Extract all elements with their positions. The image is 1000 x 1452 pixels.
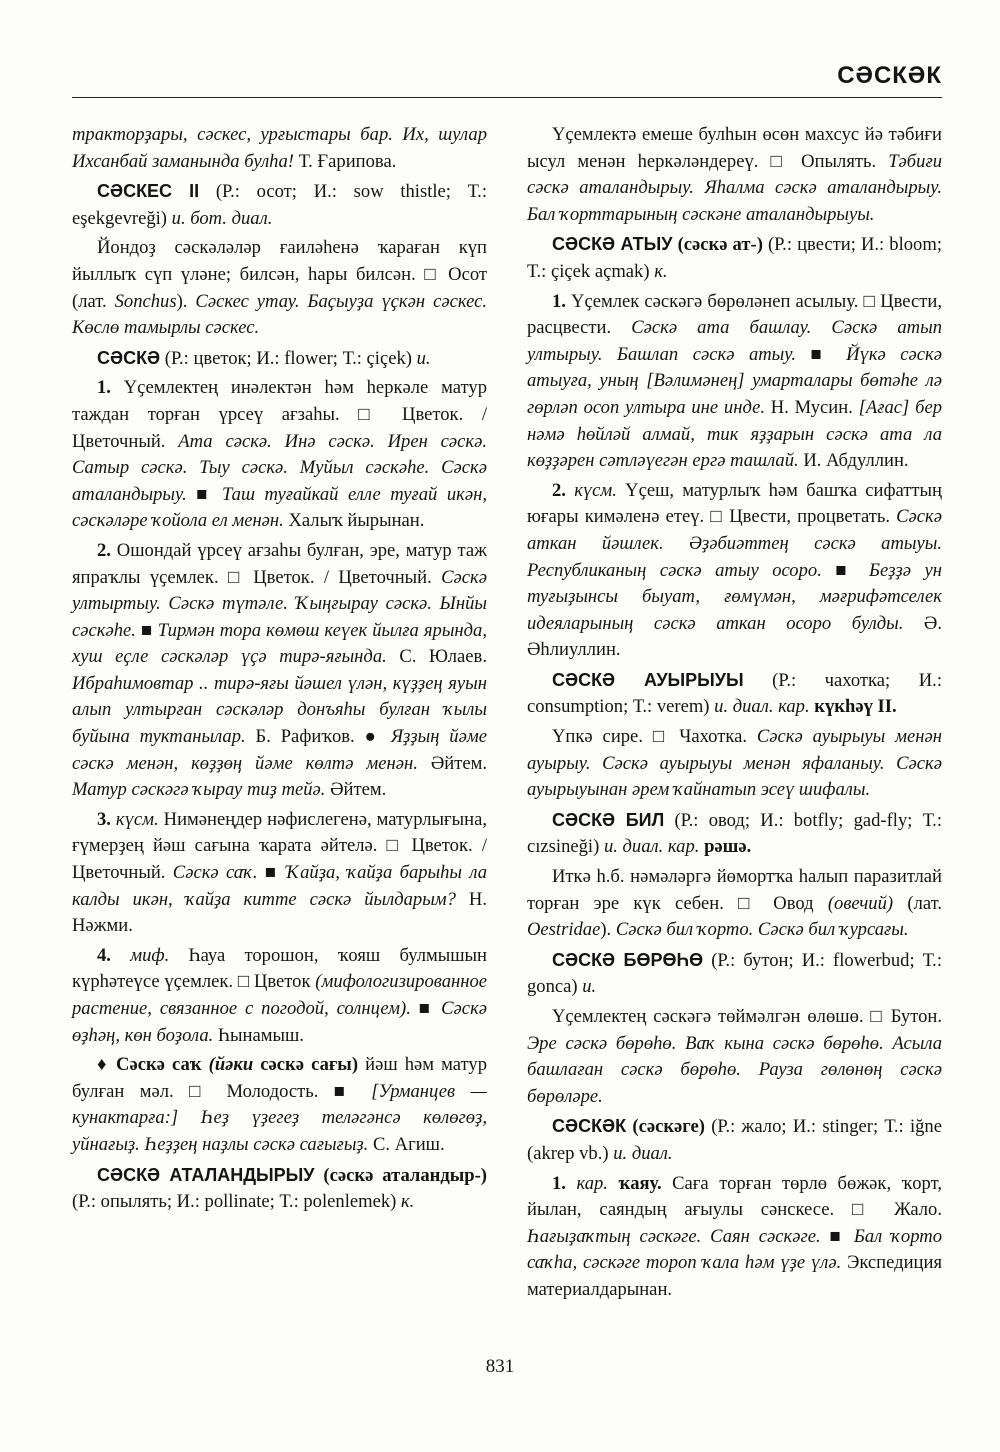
dictionary-paragraph: 4. миф. Һауа торошон, ҡояш булмышын күрһәтеүсе үҫемлек. □ Цветок (мифологизированное растение, связанное с погодой, солнцем). ■ Сәскә өҙһәң, көн боҙола. Һынамыш. (72, 944, 488, 1046)
dictionary-paragraph: СӘСКӘ АУЫРЫУЫ (Р.: чахотка; И.: consumption; Т.: verem) и. диал. кар. күкһәү II. (527, 669, 942, 718)
dictionary-paragraph: СӘСКӘ (Р.: цветок; И.: flower; Т.: çiçek) и. (97, 347, 431, 369)
dictionary-paragraph: Үпкә сире. □ Чахотка. Сәскә ауырыуы менән ауырыу. Сәскә ауырыуы менән яфаланыу. Сәскә ауырыуынан әрем ҡайнатып эсеү шифалы. (527, 726, 942, 801)
dictionary-paragraph: 1. кар. ҡаяу. Саға торған төрлө бөжәк, ҡорт, йылан, саяндың ағыулы сәнскесе. □ Жало. Һағыҙаҡтың сәскәге. Саян сәскәге. ■ Бал ҡорто саҡһа, сәскәге тороп ҡала һәм үҙе үлә. Экспедиция материалдарынан. (527, 1172, 942, 1300)
dictionary-paragraph: Иткә һ.б. нәмәләргә йөмортҡа һалып паразитлай торған эре күк себен. □ Овод (овечий) (лат. Oestridae). Сәскә бил ҡорто. Сәскә бил ҡурсағы. (527, 866, 942, 941)
dictionary-paragraph: СӘСКЕС II (Р.: осот; И.: sow thistle; Т.: eşekgevreği) и. бот. диал. (72, 181, 487, 229)
dictionary-paragraph: 3. күсм. Нимәнеңдер нәфислегенә, матурлығына, ғүмерҙең йәш сағына ҡарата әйтелә. □ Цветок. / Цветочный. Сәскә саҡ. ■ Ҡайҙа, ҡайҙа барыһы ла калды икән, ҡайҙа китте сәскә йылдарым? Н. Нәжми. (72, 808, 488, 937)
dictionary-paragraph: 1. Үҫемлектең инәлектән һәм һеркәле матур таждан торған үрсеү ағзаһы. □ Цветок. / Цветочный. Ата сәскә. Инә сәскә. Ирен сәскә. Сатыр сәскә. Тыу сәскә. Муйыл сәскәһе. Сәскә аталандырыу. ■ Таш туғайкай елле туғай икән, сәскәләре ҡойола ел менән. Халыҡ йырынан. (72, 377, 488, 532)
header-rule (72, 97, 942, 98)
dictionary-paragraph: Йондоҙ сәскәләләр ғаиләһенә ҡараған күп йыллыҡ сүп үләне; билсән, һары билсән. □ Осот (лат. Sonchus). Сәскес утау. Баҫыуҙа үҫкән сәскес. Көслө тамырлы сәскес. (72, 237, 487, 339)
dictionary-paragraph: 1. Үҫемлек сәскәгә бөрөләнеп асылыу. □ Цвести, расцвести. Сәскә ата башлау. Сәскә атып ултырыу. Башлап сәскә атыу. ■ Йүкә сәскә атыуға, уның [Вәлимәнең] умарталары бөтәһе лә гөрләп осоп ултыра ине инде. Н. Мусин. [Ағас] бер нәмә һөйләй алмай, тик яҙҙарын сәскә ата ла көҙҙәрен сәтләүегән ергә ташлай. И. Абдуллин. (527, 290, 942, 472)
dictionary-paragraph: Үҫемлектең сәскәгә төймәлгән өлөшө. □ Бутон. Эре сәскә бөрөһө. Ваҡ кына сәскә бөрөһө. Асыла башлаған сәскә бөрөһө. Рауза гөлөнөң сәскә бөрөләре. (527, 1006, 942, 1107)
dictionary-paragraph: СӘСКӘК (сәскәге) (Р.: жало; И.: stinger; Т.: iğne (akrep vb.) и. диал. (527, 1116, 942, 1164)
page-number: 831 (485, 1356, 515, 1377)
dictionary-paragraph: 2. күсм. Үҫеш, матурлыҡ һәм башҡа сифаттың юғары кимәленә етеү. □ Цвести, процветать. Сәскә аткан йәшлек. Әҙәбиәттең сәскә атыуы. Республиканың сәскә атыу осоро. ■ Беҙҙә ун туғыҙынсы быуат, ғөмүмән, мәғрифәтселек идеяларының сәскә аткан осоро булды. Ә. Әһлиуллин. (527, 479, 943, 661)
dictionary-paragraph: СӘСКӘ АТАЛАНДЫРЫУ (сәскә аталандыр-) (Р.: опылять; И.: pollinate; Т.: polenlemek) к. (72, 1164, 487, 1213)
dictionary-paragraph: СӘСКӘ АТЫУ (сәскә ат-) (Р.: цвести; И.: bloom; Т.: çiçek açmak) к. (527, 234, 942, 282)
dictionary-paragraph: СӘСКӘ БӨРӨҺӨ (Р.: бутон; И.: flowerbud; Т.: gonca) и. (527, 949, 942, 998)
dictionary-paragraph: ♦ Сәскә саҡ (йәки сәскә сағы) йәш һәм матур булған мәл. □ Молодость. ■ [Урманцев — кунактарға:] Һеҙ үҙегеҙ телә‌гәнсә көлөгөҙ, уйнағыҙ. Һеҙҙең наҙлы сәскә сағығыҙ. С. Агиш. (72, 1054, 488, 1155)
dictionary-paragraph: 2. Ошондай үрсеү ағзаһы булған, эре, матур таж япраҡлы үҫемлек. □ Цветок. / Цветочный. Сәскә ултыртыу. Сәскә түтәле. Ҡыңғырау сәскә. Ынйы сәскәһе. ■ Тирмән тора көмөш кеүек йылға ярында, хуш еҫле сәскәләр үҫә тирә-яғында. С. Юлаев. Ибраһимовтар .. тирә-яғы йәшел үлән, күҙҙең яуын алып ултырған сәскәләр донъяһы булған ҡылы буйына туктанылар. Б. Рафиҡов. ● Яҙҙың йәме сәскә менән, көҙҙөң йәме көлтә менән. Әйтем. Матур сәскәгә ҡырау тиҙ тейә. Әйтем. (72, 539, 487, 801)
dictionary-paragraph: СӘСКӘ БИЛ (Р.: овод; И.: botfly; gad-fly; Т.: cızsineği) и. диал. кар. рәшә. (527, 809, 942, 858)
dictionary-paragraph: тракторҙары, сәскес, урғыстары бар. Их, шулар Ихсанбай заманында булһа! Т. Ғарипова. (72, 124, 487, 172)
right-column (527, 122, 942, 1307)
running-head: СӘСКӘК (837, 62, 942, 89)
left-column (72, 122, 487, 1219)
dictionary-paragraph: Үҫемлектә емеше булһын өсөн махсус йә тәбиғи ысул менән һеркәләндереү. □ Опылять. Тәбиғи сәскә аталандырыу. Яһалма сәскә аталандырыу. Бал ҡорттарының сәскәне аталандырыуы. (527, 124, 942, 225)
